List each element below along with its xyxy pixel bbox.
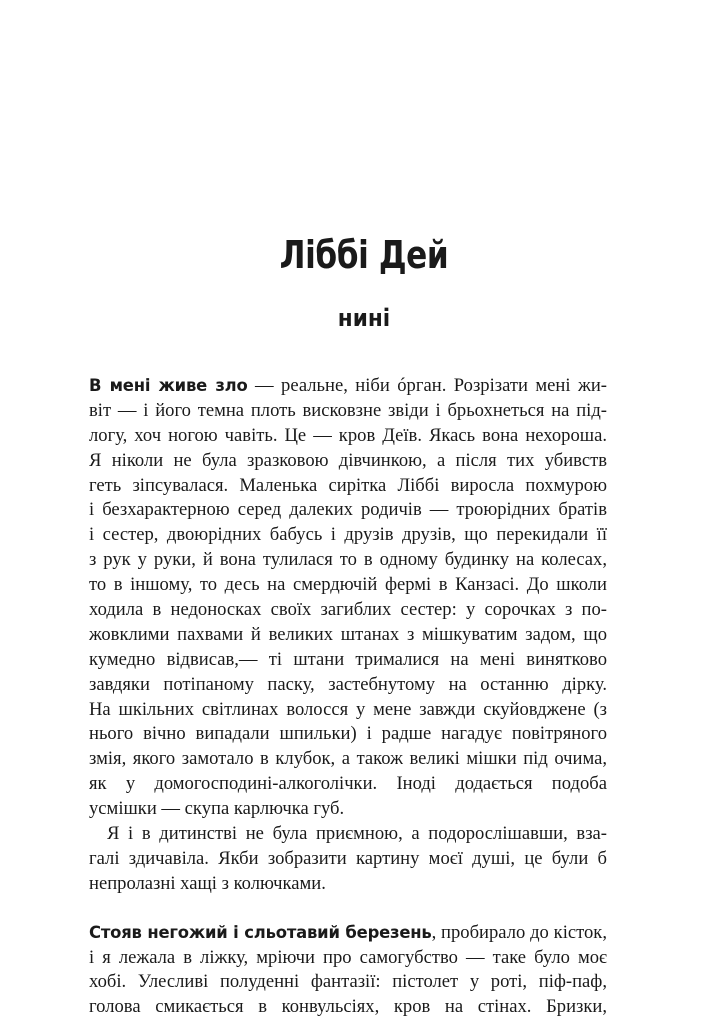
text-line: Я ніколи не була зразковою дівчинкою, а після тих убивств (89, 449, 607, 471)
text-line: з рук у руки, й вона тулилася то в одному будинку на колесах, (89, 549, 607, 571)
text-line: нього вічно випадали шпильки) і радше нагадує повітряного (89, 723, 607, 745)
text-line: змія, якого замотало в клубок, а також великі мішки під очима, (89, 748, 607, 770)
section-gap (89, 897, 607, 921)
text-line: геть зіпсувалася. Маленька сирітка Ліббі виросла похмурою (89, 474, 607, 496)
text-line: і я лежала в ліжку, мріючи про самогубство — таке було моє (89, 946, 607, 968)
text-line: усмішки — скупа карлючка губ. (89, 798, 345, 820)
text-line (89, 374, 607, 399)
text-line: і безхарактерною серед далеких родичів — троюрідних братів (89, 499, 607, 521)
text-line: жовклими пахвами й великих штанах з мішкуватим задом, що (89, 623, 607, 645)
text-span: — реальне, ніби óрган. Розрізати мені жи- (247, 375, 607, 396)
text-line: завдяки потіпаному паску, застебнутому на останню дірку. (89, 673, 607, 695)
paragraph-lead: В мені живе зло (89, 376, 248, 395)
text-line: хобі. Улесливі полуденні фантазії: пістолет у роті, піф-паф, (89, 971, 607, 993)
text-line: як у домогосподині-алкоголічки. Іноді додається подоба (89, 773, 607, 795)
text-line: кумедно відвисав,— ті штани трималися на мені винятково (89, 648, 607, 670)
body-text (89, 374, 607, 1020)
text-line: і сестер, двоюрідних бабусь і друзів друзів, що перекидали її (89, 524, 607, 546)
text-line: голова смикається в конвульсіях, кров на стінах. Бризки, (89, 996, 607, 1018)
text-line: логу, хоч ногою чавіть. Це — кров Деїв. Якась вона нехороша. (89, 424, 607, 446)
text-line: галі здичавіла. Якби зобразити картину моєї душі, це були б (89, 847, 607, 869)
text-line (89, 921, 607, 946)
text-line: то в іншому, то десь на смердючій фермі в Канзасі. До школи (89, 574, 607, 596)
text-line: віт — і його темна плоть висковзне звіди і брьохнеться на під- (89, 399, 607, 421)
text-span: , пробирало до кісток, (431, 921, 607, 943)
text-line: Я і в дитинстві не була приємною, а подорослішавши, вза- (107, 823, 607, 845)
text-line: На шкільних світлинах волосся у мене завжди скуйовджене (з (89, 698, 607, 720)
paragraph-lead: Стояв негожий і сльотавий березень (89, 922, 432, 942)
chapter-title: Ліббі Дей (279, 233, 449, 277)
chapter-subtitle: нині (337, 304, 391, 332)
text-line: непролазні хащі з колючками. (89, 872, 326, 894)
text-line: ходила в недоносках своїх загиблих сестер: у сорочках з по- (89, 599, 607, 621)
